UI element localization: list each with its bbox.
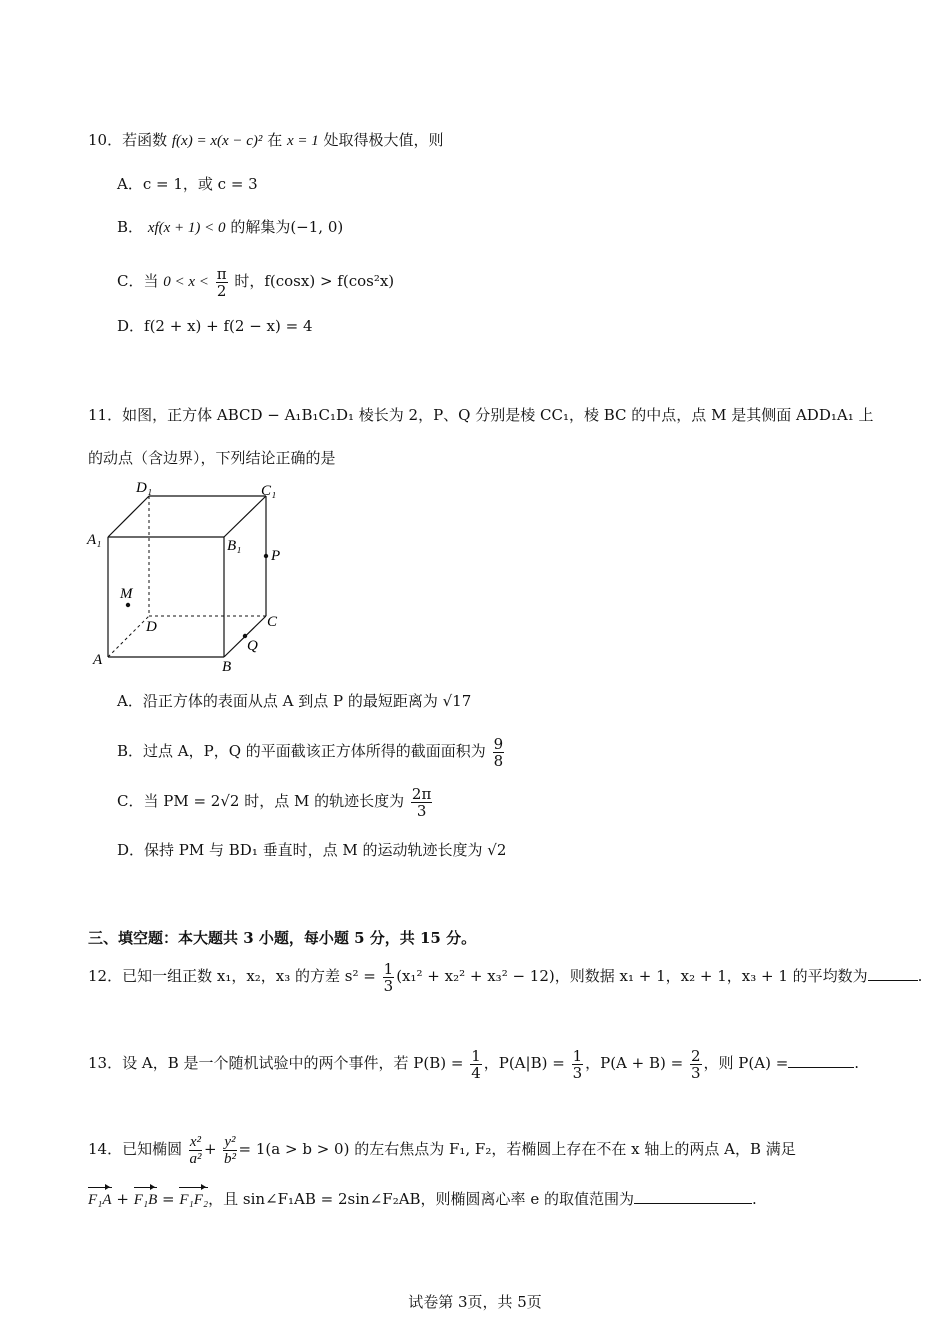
q14-end: . — [751, 1190, 757, 1208]
page-footer: 试卷第 3页，共 5页 — [408, 1293, 542, 1311]
q10-stem — [88, 129, 444, 152]
label-c1: C₁ — [261, 483, 277, 499]
q12-fraction — [383, 961, 395, 994]
q14-fy-den: b² — [223, 1150, 236, 1167]
q10-option-b-suffix: 的解集为(−1, 0) — [230, 218, 344, 236]
q10-stem-func: f(x) = x(x − c)² — [171, 133, 263, 149]
q10-c-frac-num: π — [216, 264, 227, 283]
q11-option-a: A．沿正方体的表面从点 A 到点 P 的最短距离为 √17 — [117, 692, 472, 710]
q11-c-frac-num: 2π — [411, 784, 432, 803]
q10-option-c-suffix: 时，f(cosx) > f(cos²x) — [234, 272, 395, 290]
q13-end: . — [854, 1054, 860, 1072]
q10-stem-mid: 在 — [267, 131, 283, 149]
q12-frac-den: 3 — [383, 976, 394, 995]
q14-frac-x — [189, 1134, 202, 1167]
q10-stem-prefix: 10．若函数 — [88, 131, 168, 149]
q12-answer-blank[interactable] — [868, 966, 918, 981]
label-a1: A₁ — [87, 532, 102, 548]
label-b: B — [222, 659, 232, 674]
point-p — [264, 554, 268, 558]
q10-c-frac-den: 2 — [216, 281, 227, 300]
q11-option-c-fraction — [411, 786, 432, 819]
q11-stem-line2: 的动点（含边界），下列结论正确的是 — [88, 449, 336, 467]
q14-plus: + — [204, 1140, 217, 1158]
q14-answer-blank[interactable] — [634, 1189, 752, 1204]
q14-line2 — [88, 1188, 757, 1211]
q10-stem-suffix: 处取得极大值，则 — [323, 131, 444, 149]
q11-option-b — [117, 731, 506, 771]
q11-b-frac-den: 8 — [493, 751, 504, 770]
q13-fraction-1 — [470, 1048, 482, 1081]
q10-option-a: A．c = 1，或 c = 3 — [117, 175, 258, 193]
label-m: M — [120, 586, 133, 602]
q10-option-c — [117, 261, 394, 302]
q14-line1 — [88, 1129, 796, 1169]
q11-option-d: D．保持 PM 与 BD₁ 垂直时，点 M 的运动轨迹长度为 √2 — [117, 841, 507, 859]
q14-frac-y — [223, 1134, 236, 1167]
q14-line2-rest: ，且 sin∠F₁AB = 2sin∠F₂AB，则椭圆离心率 e 的取值范围为 — [208, 1190, 634, 1208]
q10-stem-x1: x = 1 — [286, 133, 319, 149]
q14-vec-plus: + — [116, 1190, 129, 1208]
q11-option-c-prefix: C．当 PM = 2√2 时，点 M 的轨迹长度为 — [117, 792, 405, 810]
q11-option-b-fraction — [493, 736, 505, 769]
q14-prefix: 14．已知椭圆 — [88, 1140, 183, 1158]
label-c: C — [267, 614, 278, 630]
label-d1: D₁ — [136, 480, 153, 496]
q14-vec-eq: = — [162, 1190, 175, 1208]
q12-end: . — [917, 967, 923, 985]
q10-option-b-prefix: B． — [117, 218, 144, 236]
q13-f2-num: 1 — [572, 1046, 583, 1065]
q12-prefix: 12．已知一组正数 x₁，x₂，x₃ 的方差 s² = — [88, 967, 376, 985]
label-d: D — [146, 619, 157, 635]
q11-b-frac-num: 9 — [493, 734, 504, 753]
q11-option-b-prefix: B．过点 A，P，Q 的平面截该正方体所得的截面面积为 — [117, 742, 486, 760]
q13-fraction-3 — [690, 1048, 702, 1081]
q13 — [88, 1043, 859, 1083]
q12 — [88, 956, 922, 996]
section-3-heading: 三、填空题：本大题共 3 小题，每小题 5 分，共 15 分。 — [88, 929, 477, 947]
cube-figure — [84, 474, 294, 674]
point-m — [126, 603, 130, 607]
q11-option-c — [117, 781, 434, 821]
cube-hidden-edges — [108, 496, 266, 657]
q14-fy-num: y² — [224, 1133, 236, 1150]
q13-mid2: ，P(A + B) = — [585, 1054, 684, 1072]
q14-fx-den: a² — [189, 1150, 202, 1167]
q13-fraction-2 — [572, 1048, 584, 1081]
q10-option-d: D．f(2 + x) + f(2 − x) = 4 — [117, 317, 313, 335]
label-q: Q — [247, 638, 258, 654]
q13-mid3: ，则 P(A) = — [703, 1054, 789, 1072]
q13-f1-num: 1 — [471, 1046, 481, 1065]
q11-c-frac-den: 3 — [416, 801, 427, 820]
label-a: A — [93, 652, 103, 668]
q13-mid1: ，P(A|B) = — [483, 1054, 565, 1072]
q10-option-c-prefix: C．当 — [117, 272, 159, 290]
vector-f1f2: F₁F₂ — [179, 1189, 208, 1211]
q10-option-b — [117, 216, 343, 239]
q10-option-c-ineq: 0 < x < — [163, 274, 209, 290]
q13-prefix: 13．设 A，B 是一个随机试验中的两个事件，若 P(B) = — [88, 1054, 464, 1072]
q12-mid: (x₁² + x₂² + x₃² − 12)，则数据 x₁ + 1，x₂ + 1，x₃ + 1 的平均数为 — [396, 967, 868, 985]
q14-eq: = 1(a > b > 0) 的左右焦点为 F₁, F₂，若椭圆上存在不在 x 轴上的两点 A，B 满足 — [238, 1140, 796, 1158]
q13-f1-den: 4 — [471, 1063, 481, 1082]
cube-edges — [108, 496, 266, 657]
label-p: P — [271, 548, 281, 564]
q12-frac-num: 1 — [383, 959, 394, 978]
q13-f3-den: 3 — [690, 1063, 701, 1082]
q11-stem-line1: 11．如图，正方体 ABCD − A₁B₁C₁D₁ 棱长为 2，P、Q 分别是棱 CC₁，棱 BC 的中点，点 M 是其侧面 ADD₁A₁ 上 — [88, 406, 874, 424]
q10-option-b-expr: xf(x + 1) < 0 — [147, 220, 226, 236]
q13-f3-num: 2 — [690, 1046, 701, 1065]
q13-f2-den: 3 — [572, 1063, 583, 1082]
q10-option-c-fraction — [216, 266, 228, 299]
label-b1: B₁ — [227, 538, 242, 554]
q13-answer-blank[interactable] — [788, 1053, 854, 1068]
vector-f1b: F₁B — [134, 1189, 158, 1211]
vector-f1a: F₁A — [88, 1189, 112, 1211]
q14-fx-num: x² — [189, 1133, 202, 1150]
